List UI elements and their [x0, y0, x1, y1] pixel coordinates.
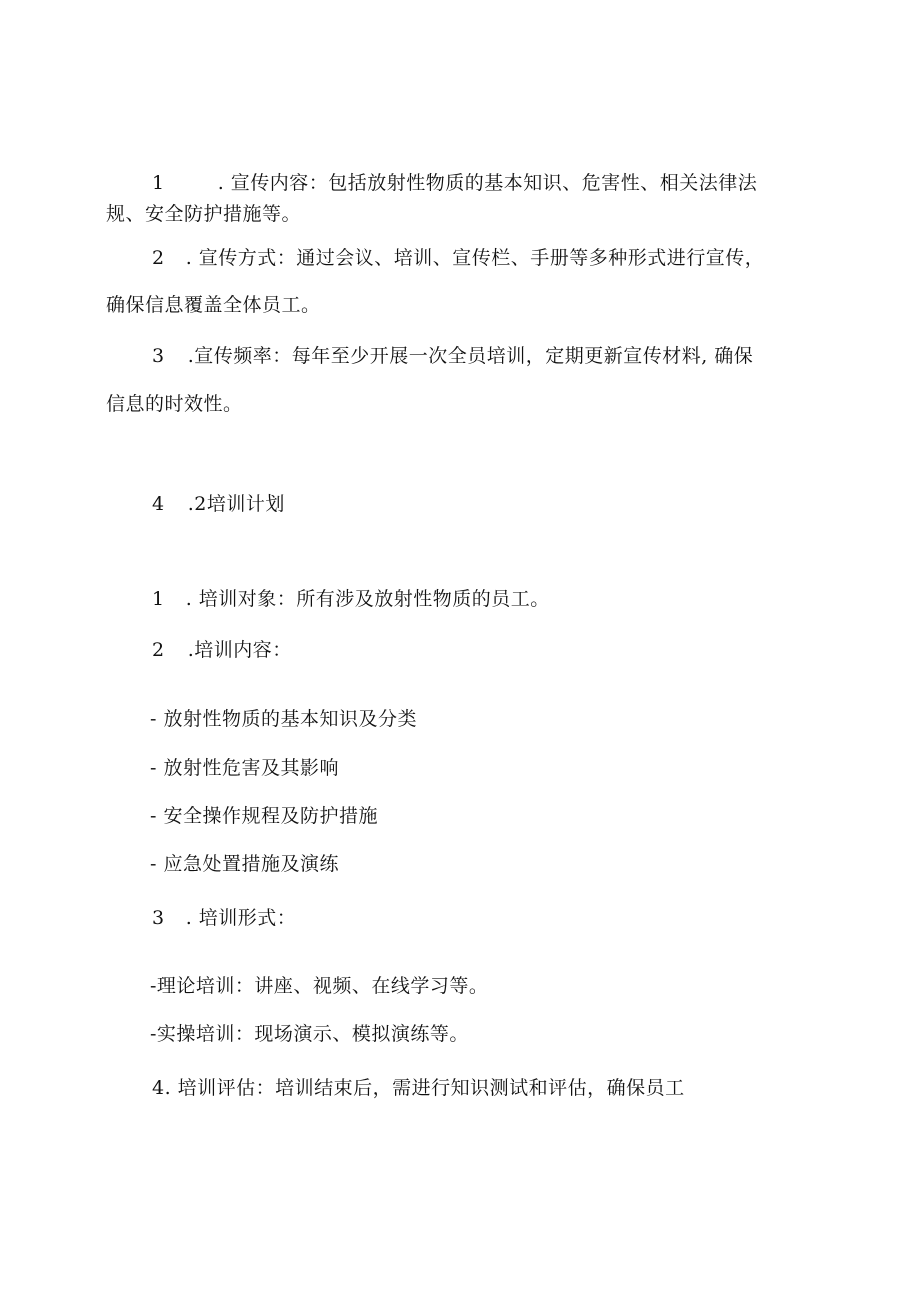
- item-number: 2: [152, 247, 165, 269]
- form-list-item: -实操培训：现场演示、模拟演练等。: [150, 1023, 469, 1045]
- publicity-content-continuation: 规、安全防护措施等。: [106, 203, 302, 225]
- training-evaluation-item: 4. 培训评估：培训结束后，需进行知识测试和评估，确保员工: [152, 1077, 685, 1099]
- content-list-item: - 放射性危害及其影响: [150, 757, 339, 779]
- content-list-item: - 放射性物质的基本知识及分类: [150, 708, 417, 730]
- item-text: . 培训形式：: [185, 907, 297, 929]
- form-list-item: -理论培训：讲座、视频、在线学习等。: [150, 975, 489, 997]
- item-number: 1: [152, 588, 165, 610]
- content-list-item: - 应急处置措施及演练: [150, 853, 339, 875]
- heading-text: .2培训计划: [187, 493, 285, 515]
- heading-number: 4: [152, 493, 165, 515]
- item-text: .宣传频率：每年至少开展一次全员培训，定期更新宣传材料, 确保: [187, 345, 754, 367]
- training-content-item: [152, 637, 292, 663]
- item-number: 3: [152, 345, 165, 367]
- training-target-item: [152, 586, 550, 612]
- publicity-method-item: [152, 245, 764, 271]
- section-heading: [152, 491, 285, 517]
- item-number: 1: [152, 172, 165, 194]
- item-number: 2: [152, 639, 165, 661]
- publicity-content-item: [152, 170, 757, 196]
- training-form-item: [152, 905, 296, 931]
- item-number: 3: [152, 907, 165, 929]
- publicity-method-continuation: 确保信息覆盖全体员工。: [106, 294, 321, 316]
- publicity-frequency-continuation: 信息的时效性。: [106, 393, 243, 415]
- content-list-item: - 安全操作规程及防护措施: [150, 805, 378, 827]
- item-text: .培训内容：: [187, 639, 292, 661]
- item-text: . 培训对象：所有涉及放射性物质的员工。: [185, 588, 550, 610]
- item-text: . 宣传内容：包括放射性物质的基本知识、危害性、相关法律法: [217, 172, 758, 194]
- item-text: . 宣传方式：通过会议、培训、宣传栏、手册等多种形式进行宣传，: [185, 247, 765, 269]
- publicity-frequency-item: [152, 343, 753, 369]
